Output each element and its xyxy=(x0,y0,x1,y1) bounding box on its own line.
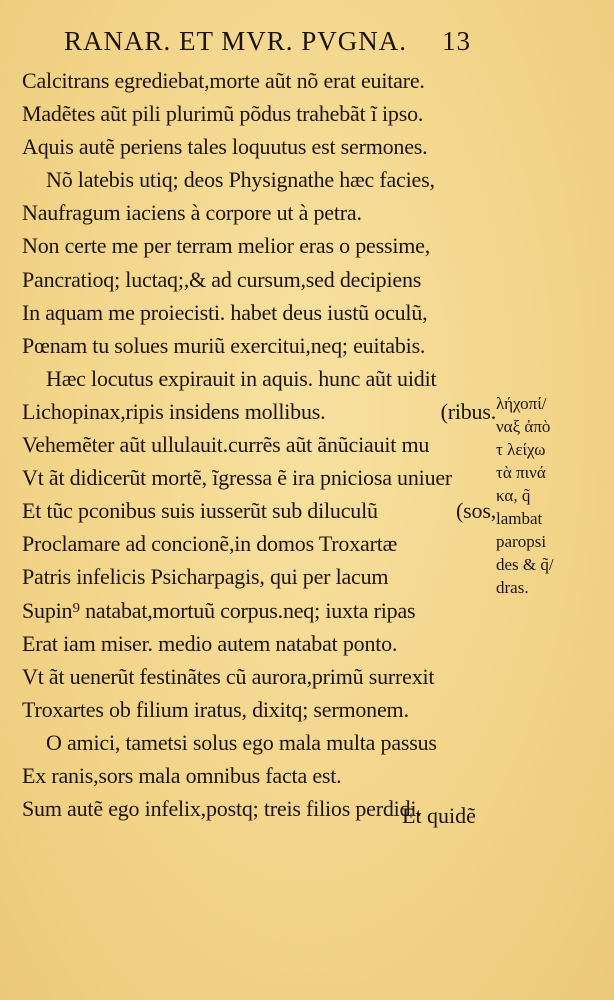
line-turnover: (sos, xyxy=(456,498,496,524)
text-line xyxy=(22,130,492,163)
line-text: Troxartes ob filium iratus, dixitq; sermonem. xyxy=(22,696,409,722)
text-line xyxy=(22,395,496,428)
text-line xyxy=(22,229,492,262)
text-line xyxy=(22,726,492,759)
text-line xyxy=(22,461,492,494)
line-text: Erat iam miser. medio autem natabat ponto. xyxy=(22,630,398,656)
margin-line: ναξ ἀπὸ xyxy=(496,417,551,436)
text-line xyxy=(22,527,492,560)
text-line xyxy=(22,494,496,527)
line-text: Aquis autẽ periens tales loquutus est sermones. xyxy=(22,134,428,160)
text-line xyxy=(22,97,492,130)
line-text: Patris infelicis Psicharpagis, qui per lacum xyxy=(22,564,389,590)
text-line xyxy=(22,560,492,593)
running-header xyxy=(64,26,494,57)
margin-line: paropsi xyxy=(496,532,547,551)
line-text: O amici, tametsi solus ego mala multa passus xyxy=(46,729,437,755)
line-text: Non certe me per terram melior eras o pessime, xyxy=(22,233,431,259)
text-line xyxy=(22,163,492,196)
line-text: Ex ranis,sors mala omnibus facta est. xyxy=(22,762,342,788)
text-line xyxy=(22,693,492,726)
text-block xyxy=(22,64,496,825)
text-line xyxy=(22,263,492,296)
marginal-gloss xyxy=(496,392,606,599)
line-text: Supin⁹ natabat,mortuũ corpus.neq; iuxta ripas xyxy=(22,597,416,623)
text-line xyxy=(22,329,492,362)
line-text: Vt ãt uenerũt festinãtes cũ aurora,primũ surrexit xyxy=(22,663,435,689)
line-text: Sum autẽ ego infelix,postq; treis filios perdidi. xyxy=(22,796,422,822)
text-line xyxy=(22,362,492,395)
line-text: Madẽtes aũt pili plurimũ põdus trahebãt ĩ ipso. xyxy=(22,101,424,127)
line-text: Naufragum iaciens à corpore ut à petra. xyxy=(22,200,362,226)
text-line xyxy=(22,627,492,660)
margin-line: dras. xyxy=(496,578,529,597)
line-text: Nõ latebis utiq; deos Physignathe hæc facies, xyxy=(46,167,435,193)
margin-line: lambat xyxy=(496,509,543,528)
line-text: In aquam me proiecisti. habet deus iustũ oculũ, xyxy=(22,299,428,325)
text-line xyxy=(22,296,492,329)
running-title: RANAR. ET MVR. PVGNA. xyxy=(64,26,408,56)
line-text: Et tũc pconibus suis iusserũt sub diluculũ xyxy=(22,498,378,524)
text-line xyxy=(22,660,492,693)
margin-line: κα, q̃ xyxy=(496,486,531,505)
line-text: Lichopinax,ripis insidens mollibus. xyxy=(22,398,326,424)
folio-number: 13 xyxy=(442,26,471,56)
line-text: Pancratioq; luctaq;,& ad cursum,sed decipiens xyxy=(22,266,422,292)
line-text: Calcitrans egrediebat,morte aũt nõ erat euitare. xyxy=(22,68,425,93)
line-turnover: (ribus. xyxy=(440,398,496,424)
text-line xyxy=(22,594,492,627)
margin-line: τ λείχω xyxy=(496,440,546,459)
margin-line: λήχοπί/ xyxy=(496,394,547,413)
catchword: Et quidẽ xyxy=(402,803,476,828)
line-text: Hæc locutus expirauit in aquis. hunc aũt uidit xyxy=(46,365,437,391)
text-line xyxy=(22,428,492,461)
line-text: Pœnam tu solues muriũ exercitui,neq; euitabis. xyxy=(22,332,426,358)
text-line xyxy=(22,64,492,97)
margin-line: des & q̃/ xyxy=(496,555,554,574)
text-line xyxy=(22,196,492,229)
line-text: Proclamare ad concionẽ,in domos Troxartæ xyxy=(22,531,398,557)
line-text: Vt ãt didicerũt mortẽ, ĩgressa ẽ ira pniciosa uniuer xyxy=(22,465,453,491)
margin-line: τὰ πινά xyxy=(496,463,546,482)
text-line xyxy=(22,759,492,792)
line-text: Vehemẽter aũt ullulauit.currẽs aũt ãnũciauit mu xyxy=(22,432,430,458)
